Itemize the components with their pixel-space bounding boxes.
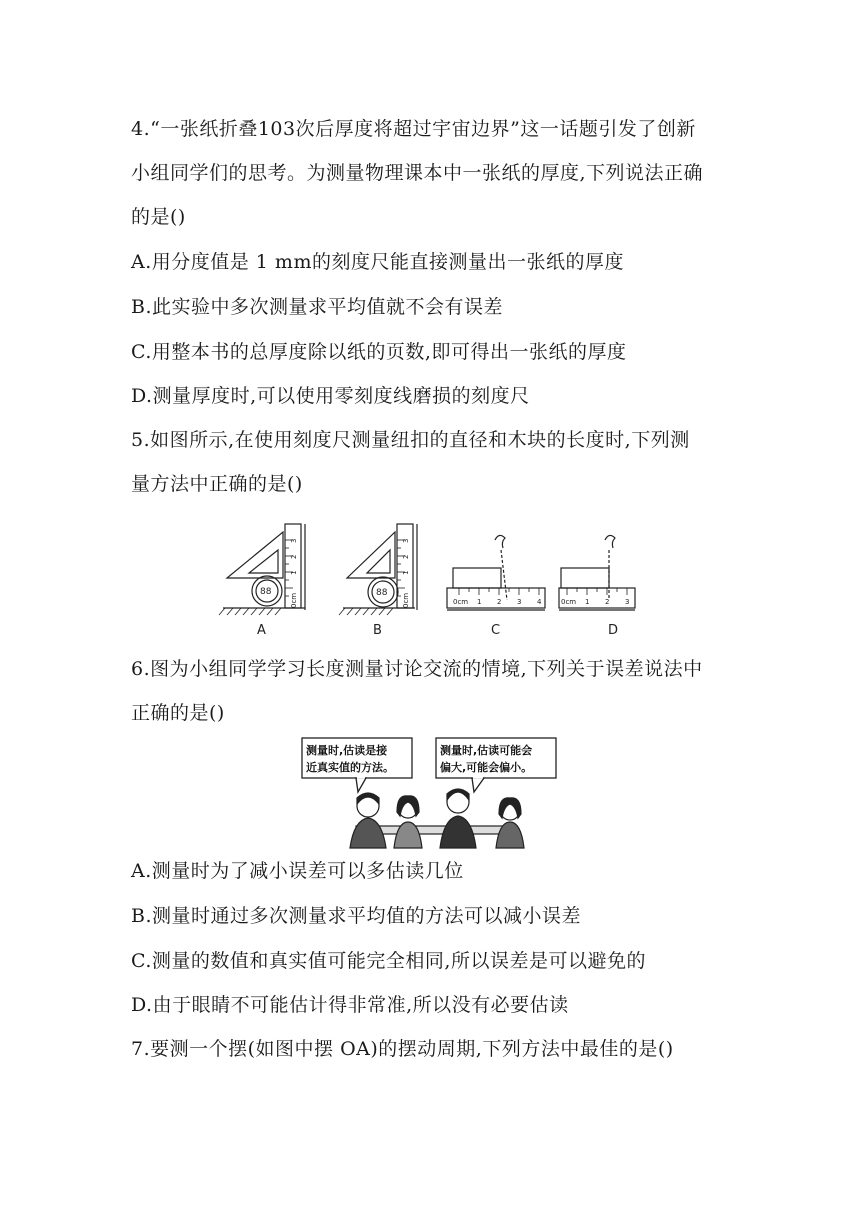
floor-hatch-a (219, 608, 281, 615)
bubble-left-line-1: 测量时,估读是接 (306, 744, 388, 757)
q4-option-c: C.用整本书的总厚度除以纸的页数,即可得出一张纸的厚度 (131, 341, 627, 363)
tick-label-c-2: 2 (497, 598, 502, 606)
tick-label-b-2: 2 (402, 554, 410, 559)
q6-discussion-figure (296, 732, 560, 850)
tick-label-c-unit: 0cm (453, 598, 469, 606)
bubble-right-line-2: 偏大,可能会偏小。 (440, 761, 533, 774)
students-illustration (350, 789, 524, 848)
eye-d (605, 535, 615, 548)
eye-c (495, 535, 505, 548)
q6-option-c: C.测量的数值和真实值可能完全相同,所以误差是可以避免的 (131, 950, 646, 972)
q6-option-b: B.测量时通过多次测量求平均值的方法可以减小误差 (131, 905, 582, 927)
tick-label-c-4: 4 (537, 598, 542, 606)
bubble-left-line-2: 近真实值的方法。 (306, 761, 394, 774)
tick-label-a-2: 2 (290, 554, 298, 559)
button-text-a: 88 (260, 587, 272, 597)
floor-hatch-b (339, 608, 393, 615)
set-square-a (227, 532, 283, 578)
q4-stem-line-1: 4.“一张纸折叠103次后厚度将超过宇宙边界”这一话题引发了创新 (131, 118, 696, 140)
wood-block-d (561, 568, 609, 588)
q6-stem-line-1: 6.图为小组同学学习长度测量讨论交流的情境,下列关于误差说法中 (131, 658, 703, 680)
wood-block-c (453, 568, 501, 588)
tick-label-d-1: 1 (585, 598, 590, 606)
q4-stem-line-3: 的是() (131, 206, 186, 228)
tick-label-d-unit: 0cm (561, 598, 577, 606)
tick-label-d-3: 3 (625, 598, 630, 606)
q4-stem-line-2: 小组同学们的思考。为测量物理课本中一张纸的厚度,下列说法正确 (131, 162, 704, 184)
tick-label-a-3: 3 (290, 538, 298, 543)
button-text-b: 88 (376, 588, 388, 598)
tick-label-c-3: 3 (517, 598, 522, 606)
q6-option-d: D.由于眼睛不可能估计得非常准,所以没有必要估读 (131, 994, 569, 1016)
q4-option-b: B.此实验中多次测量求平均值就不会有误差 (131, 296, 504, 318)
set-square-b (347, 532, 395, 578)
q6-option-a: A.测量时为了减小误差可以多估读几位 (131, 860, 464, 882)
tick-label-c-1: 1 (477, 598, 482, 606)
tick-label-a-1: 1 (290, 570, 298, 575)
panel-label-c: C (491, 623, 501, 638)
panel-label-d: D (608, 623, 619, 638)
panel-label-a: A (257, 623, 266, 638)
panel-label-b: B (373, 623, 382, 638)
q6-stem-line-2: 正确的是() (131, 702, 225, 724)
q7-stem-line-1: 7.要测一个摆(如图中摆 OA)的摆动周期,下列方法中最佳的是() (131, 1038, 674, 1060)
tick-label-b-1: 1 (402, 570, 410, 575)
q5-stem-line-1: 5.如图所示,在使用刻度尺测量纽扣的直径和木块的长度时,下列测 (131, 429, 690, 451)
q5-stem-line-2: 量方法中正确的是() (131, 473, 303, 495)
tick-label-b-unit: 0cm (402, 592, 410, 608)
tick-label-a-unit: 0cm (290, 592, 298, 608)
q5-ruler-figure (215, 520, 655, 642)
tick-label-d-2: 2 (605, 598, 610, 606)
bubble-right-line-1: 测量时,估读可能会 (440, 744, 533, 757)
tick-label-b-3: 3 (402, 538, 410, 543)
sight-line-c (501, 550, 507, 600)
q4-option-d: D.测量厚度时,可以使用零刻度线磨损的刻度尺 (131, 385, 530, 407)
q4-option-a: A.用分度值是 1 mm的刻度尺能直接测量出一张纸的厚度 (131, 251, 624, 273)
